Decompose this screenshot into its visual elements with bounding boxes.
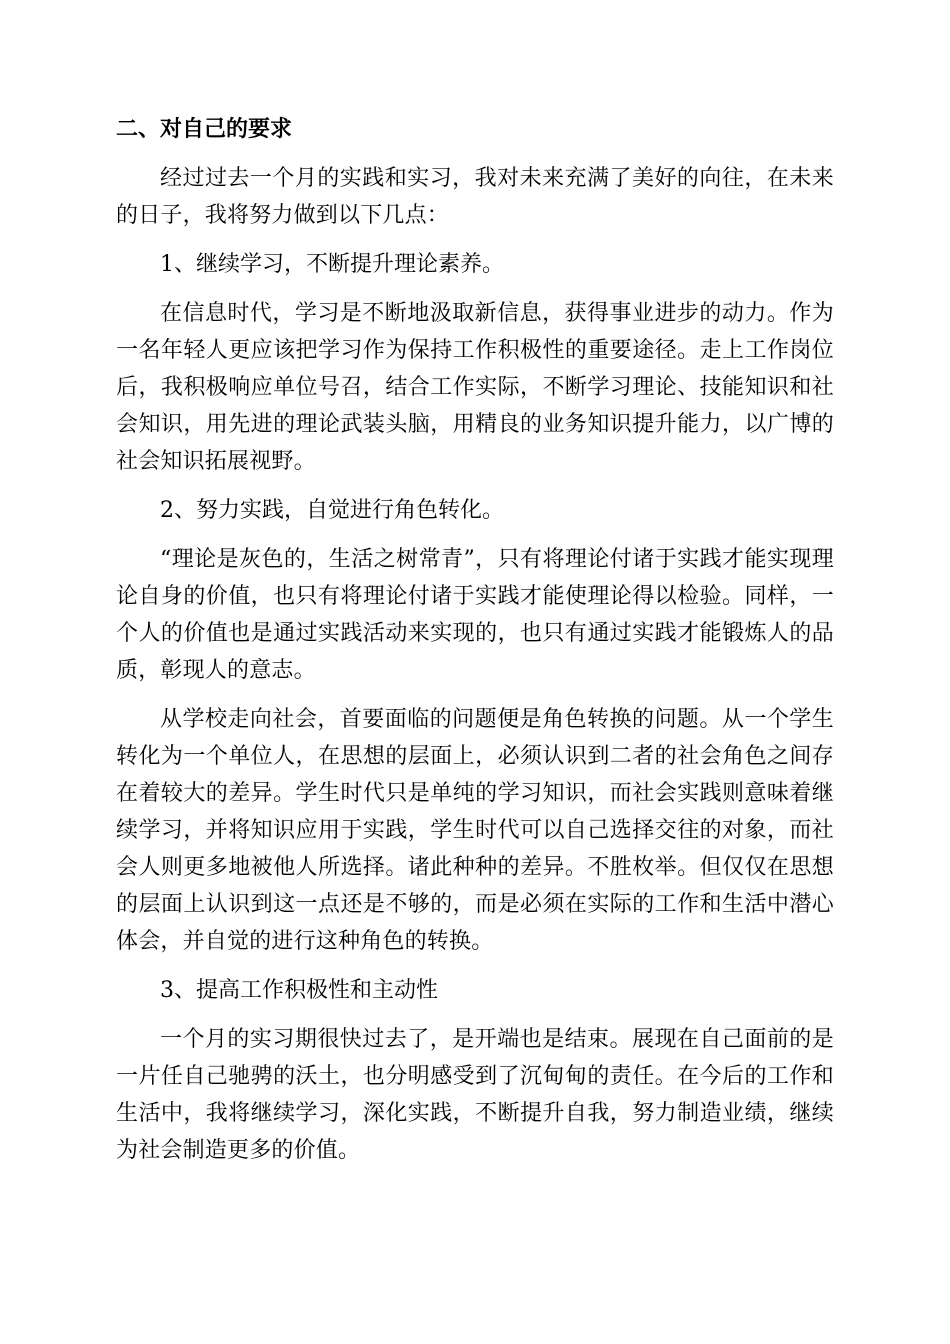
document-body (116, 112, 834, 1181)
paragraph-theory: “理论是灰色的，生活之树常青”，只有将理论付诸于实践才能实现理论自身的价值，也只有将理论付诸于实践才能使理论得以检验。同样，一个人的价值也是通过实践活动来实现的，也只有通过实践才能锻炼人的品质，彰现人的意志。 (116, 547, 834, 683)
list-item-1: 1、继续学习，不断提升理论素养。 (160, 252, 504, 277)
list-item-2: 2、努力实践，自觉进行角色转化。 (160, 498, 504, 523)
list-item-3: 3、提高工作积极性和主动性 (160, 978, 438, 1003)
paragraph-conclusion: 一个月的实习期很快过去了，是开端也是结束。展现在自己面前的是一片任自己驰骋的沃土，也分明感受到了沉甸甸的责任。在今后的工作和生活中，我将继续学习，深化实践，不断提升自我，努力制造业绩，继续为社会制造更多的价值。 (116, 1027, 834, 1163)
paragraph-role-change: 从学校走向社会，首要面临的问题便是角色转换的问题。从一个学生转化为一个单位人，在思想的层面上，必须认识到二者的社会角色之间存在着较大的差异。学生时代只是单纯的学习知识，而社会实践则意味着继续学习，并将知识应用于实践，学生时代可以自己选择交往的对象，而社会人则更多地被他人所选择。诸此种种的差异。不胜枚举。但仅仅在思想的层面上认识到这一点还是不够的，而是必须在实际的工作和生活中潜心体会，并自觉的进行这种角色的转换。 (116, 707, 834, 954)
paragraph-intro: 经过过去一个月的实践和实习，我对未来充满了美好的向往，在未来的日子，我将努力做到以下几点： (116, 166, 834, 228)
paragraph-learning: 在信息时代，学习是不断地汲取新信息，获得事业进步的动力。作为一名年轻人更应该把学习作为保持工作积极性的重要途径。走上工作岗位后，我积极响应单位号召，结合工作实际，不断学习理论、技能知识和社会知识，用先进的理论武装头脑，用精良的业务知识提升能力，以广博的社会知识拓展视野。 (116, 301, 834, 474)
section-heading: 二、对自己的要求 (116, 117, 293, 142)
